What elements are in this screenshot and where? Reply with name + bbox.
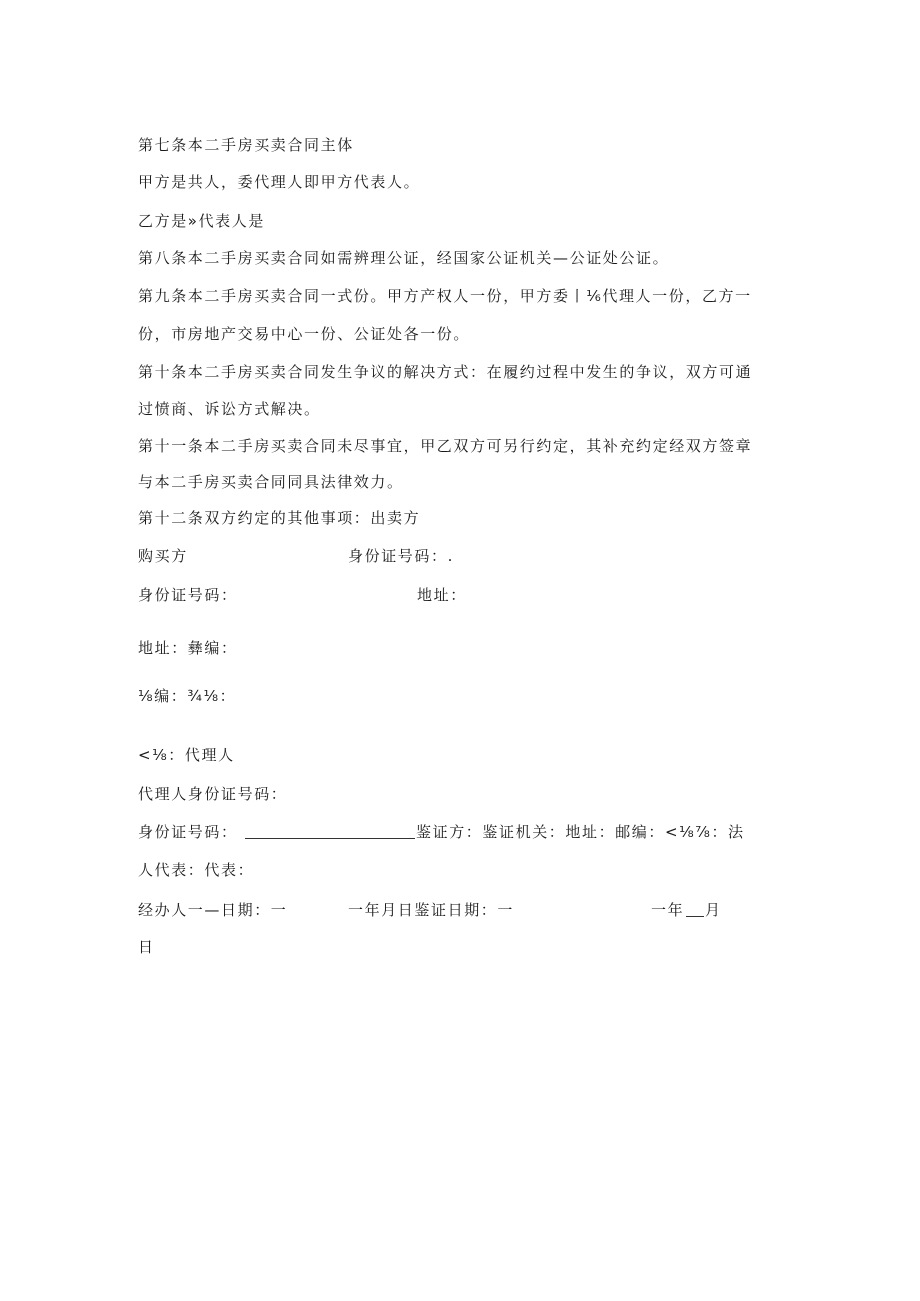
article-9-line-1: 第九条本二手房买卖合同一式份。甲方产权人一份，甲方委丨⅙代理人一份，乙方一: [138, 287, 752, 305]
seller-address-postcode: 地址：彝编：: [138, 639, 238, 657]
legal-representative-line: 人代表：代表：: [138, 861, 255, 879]
article-10-line-2: 过愤商、诉讼方式解决。: [138, 400, 321, 418]
verifier-line: 鉴证方：鉴证机关：地址：邮编：<⅛⅞：法: [416, 823, 745, 841]
day-label: 日: [138, 938, 155, 956]
article-11-line-2: 与本二手房买卖合同同具法律效力。: [138, 473, 404, 491]
party-b-line: 乙方是»代表人是: [138, 212, 265, 230]
agent-line: <⅛：代理人: [138, 746, 235, 764]
buyer-label: 购买方: [138, 547, 188, 565]
handler-date-label: 经办人一—日期：一: [138, 901, 288, 919]
article-7-heading: 第七条本二手房买卖合同主体: [138, 136, 354, 154]
buyer-id-label: 身份证号码：.: [348, 547, 454, 565]
article-11-line-1: 第十一条本二手房买卖合同未尽事宜，甲乙双方可另行约定，其补充约定经双方签章: [138, 437, 753, 455]
article-9-line-2: 份，市房地产交易中心一份、公证处各一份。: [138, 325, 471, 343]
verification-date-label: 一年月日鉴证日期：一: [348, 901, 515, 919]
seller-id-label: 身份证号码：: [138, 586, 238, 604]
month-label: 月: [705, 901, 722, 919]
article-10-line-1: 第十条本二手房买卖合同发生争议的解决方式：在履约过程中发生的争议，双方可通: [138, 363, 753, 381]
article-8-line: 第八条本二手房买卖合同如需辨理公证，经国家公证机关—公证处公证。: [138, 249, 670, 267]
id-number-label: 身份证号码：: [138, 823, 238, 841]
postcode-line: ⅛编：¾⅛：: [138, 687, 237, 705]
article-12-line: 第十二条双方约定的其他事项：出卖方: [138, 509, 421, 527]
buyer-address-label: 地址：: [417, 586, 467, 604]
year-label: 一年: [651, 901, 685, 919]
agent-id-label: 代理人身份证号码：: [138, 785, 288, 803]
month-blank: [686, 900, 704, 917]
id-number-blank: [245, 822, 415, 839]
party-a-line: 甲方是共人，委代理人即甲方代表人。: [138, 173, 421, 191]
